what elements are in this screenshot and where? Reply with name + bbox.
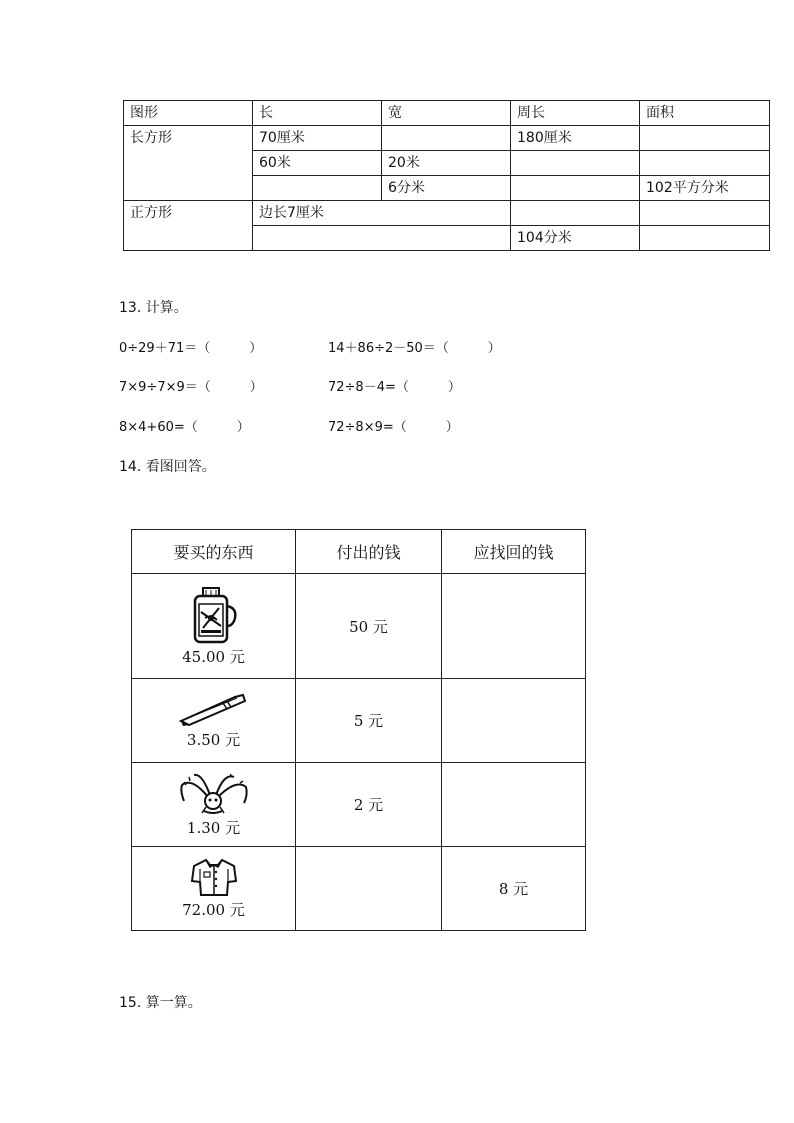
paid-cell: 50 元 bbox=[296, 574, 442, 679]
table-row bbox=[132, 574, 586, 679]
item-price: 45.00 元 bbox=[182, 647, 245, 666]
question-14-title: 14. 看图回答。 bbox=[119, 459, 216, 475]
spider-toy-icon bbox=[178, 771, 250, 815]
table-row bbox=[132, 847, 586, 931]
table-row bbox=[132, 679, 586, 763]
pen-icon bbox=[177, 691, 251, 727]
table-cell bbox=[640, 126, 770, 151]
table-cell bbox=[640, 151, 770, 176]
question-13-title: 13. 计算。 bbox=[119, 300, 188, 316]
expression: 14＋86÷2－50＝（ ） bbox=[328, 341, 501, 356]
table-cell bbox=[253, 226, 511, 251]
expression: 72÷8－4=（ ） bbox=[328, 380, 461, 395]
header-cell: 付出的钱 bbox=[296, 530, 442, 574]
shirt-icon bbox=[190, 857, 238, 897]
header-cell: 长 bbox=[253, 101, 382, 126]
table-cell bbox=[511, 176, 640, 201]
table-cell bbox=[382, 126, 511, 151]
item-price: 3.50 元 bbox=[186, 731, 241, 749]
table-row bbox=[132, 763, 586, 847]
table-cell: 70厘米 bbox=[253, 126, 382, 151]
change-cell: 8 元 bbox=[442, 847, 586, 931]
table-row bbox=[124, 126, 770, 151]
header-cell: 周长 bbox=[511, 101, 640, 126]
table-cell: 20米 bbox=[382, 151, 511, 176]
shopping-table bbox=[131, 529, 586, 931]
rectangle-label: 长方形 bbox=[124, 126, 253, 201]
table-cell bbox=[253, 176, 382, 201]
change-cell bbox=[442, 574, 586, 679]
table-row bbox=[124, 201, 770, 226]
change-cell bbox=[442, 763, 586, 847]
header-cell: 图形 bbox=[124, 101, 253, 126]
table-cell bbox=[640, 226, 770, 251]
table-cell: 180厘米 bbox=[511, 126, 640, 151]
header-cell: 宽 bbox=[382, 101, 511, 126]
question-15-title: 15. 算一算。 bbox=[119, 995, 202, 1011]
header-cell: 要买的东西 bbox=[132, 530, 296, 574]
change-cell bbox=[442, 679, 586, 763]
table-cell: 边长7厘米 bbox=[253, 201, 511, 226]
jar-icon bbox=[189, 586, 239, 644]
expression: 7×9÷7×9＝（ ） bbox=[119, 380, 263, 395]
table-cell: 60米 bbox=[253, 151, 382, 176]
item-price: 1.30 元 bbox=[186, 819, 241, 837]
item-price: 72.00 元 bbox=[182, 901, 245, 919]
table-cell bbox=[511, 201, 640, 226]
item-cell bbox=[132, 763, 296, 847]
paid-cell: 2 元 bbox=[296, 763, 442, 847]
item-cell bbox=[132, 847, 296, 931]
square-label: 正方形 bbox=[124, 201, 253, 251]
expression: 8×4+60=（ ） bbox=[119, 420, 250, 435]
expression: 72÷8×9=（ ） bbox=[328, 420, 459, 435]
table-header-row bbox=[132, 530, 586, 574]
expression: 0÷29＋71＝（ ） bbox=[119, 341, 263, 356]
header-cell: 应找回的钱 bbox=[442, 530, 586, 574]
shape-table bbox=[123, 100, 770, 251]
item-cell bbox=[132, 679, 296, 763]
paid-cell: 5 元 bbox=[296, 679, 442, 763]
paid-cell bbox=[296, 847, 442, 931]
header-cell: 面积 bbox=[640, 101, 770, 126]
item-cell bbox=[132, 574, 296, 679]
table-cell bbox=[511, 151, 640, 176]
table-cell bbox=[640, 201, 770, 226]
table-cell: 102平方分米 bbox=[640, 176, 770, 201]
table-cell: 104分米 bbox=[511, 226, 640, 251]
table-header-row bbox=[124, 101, 770, 126]
table-cell: 6分米 bbox=[382, 176, 511, 201]
